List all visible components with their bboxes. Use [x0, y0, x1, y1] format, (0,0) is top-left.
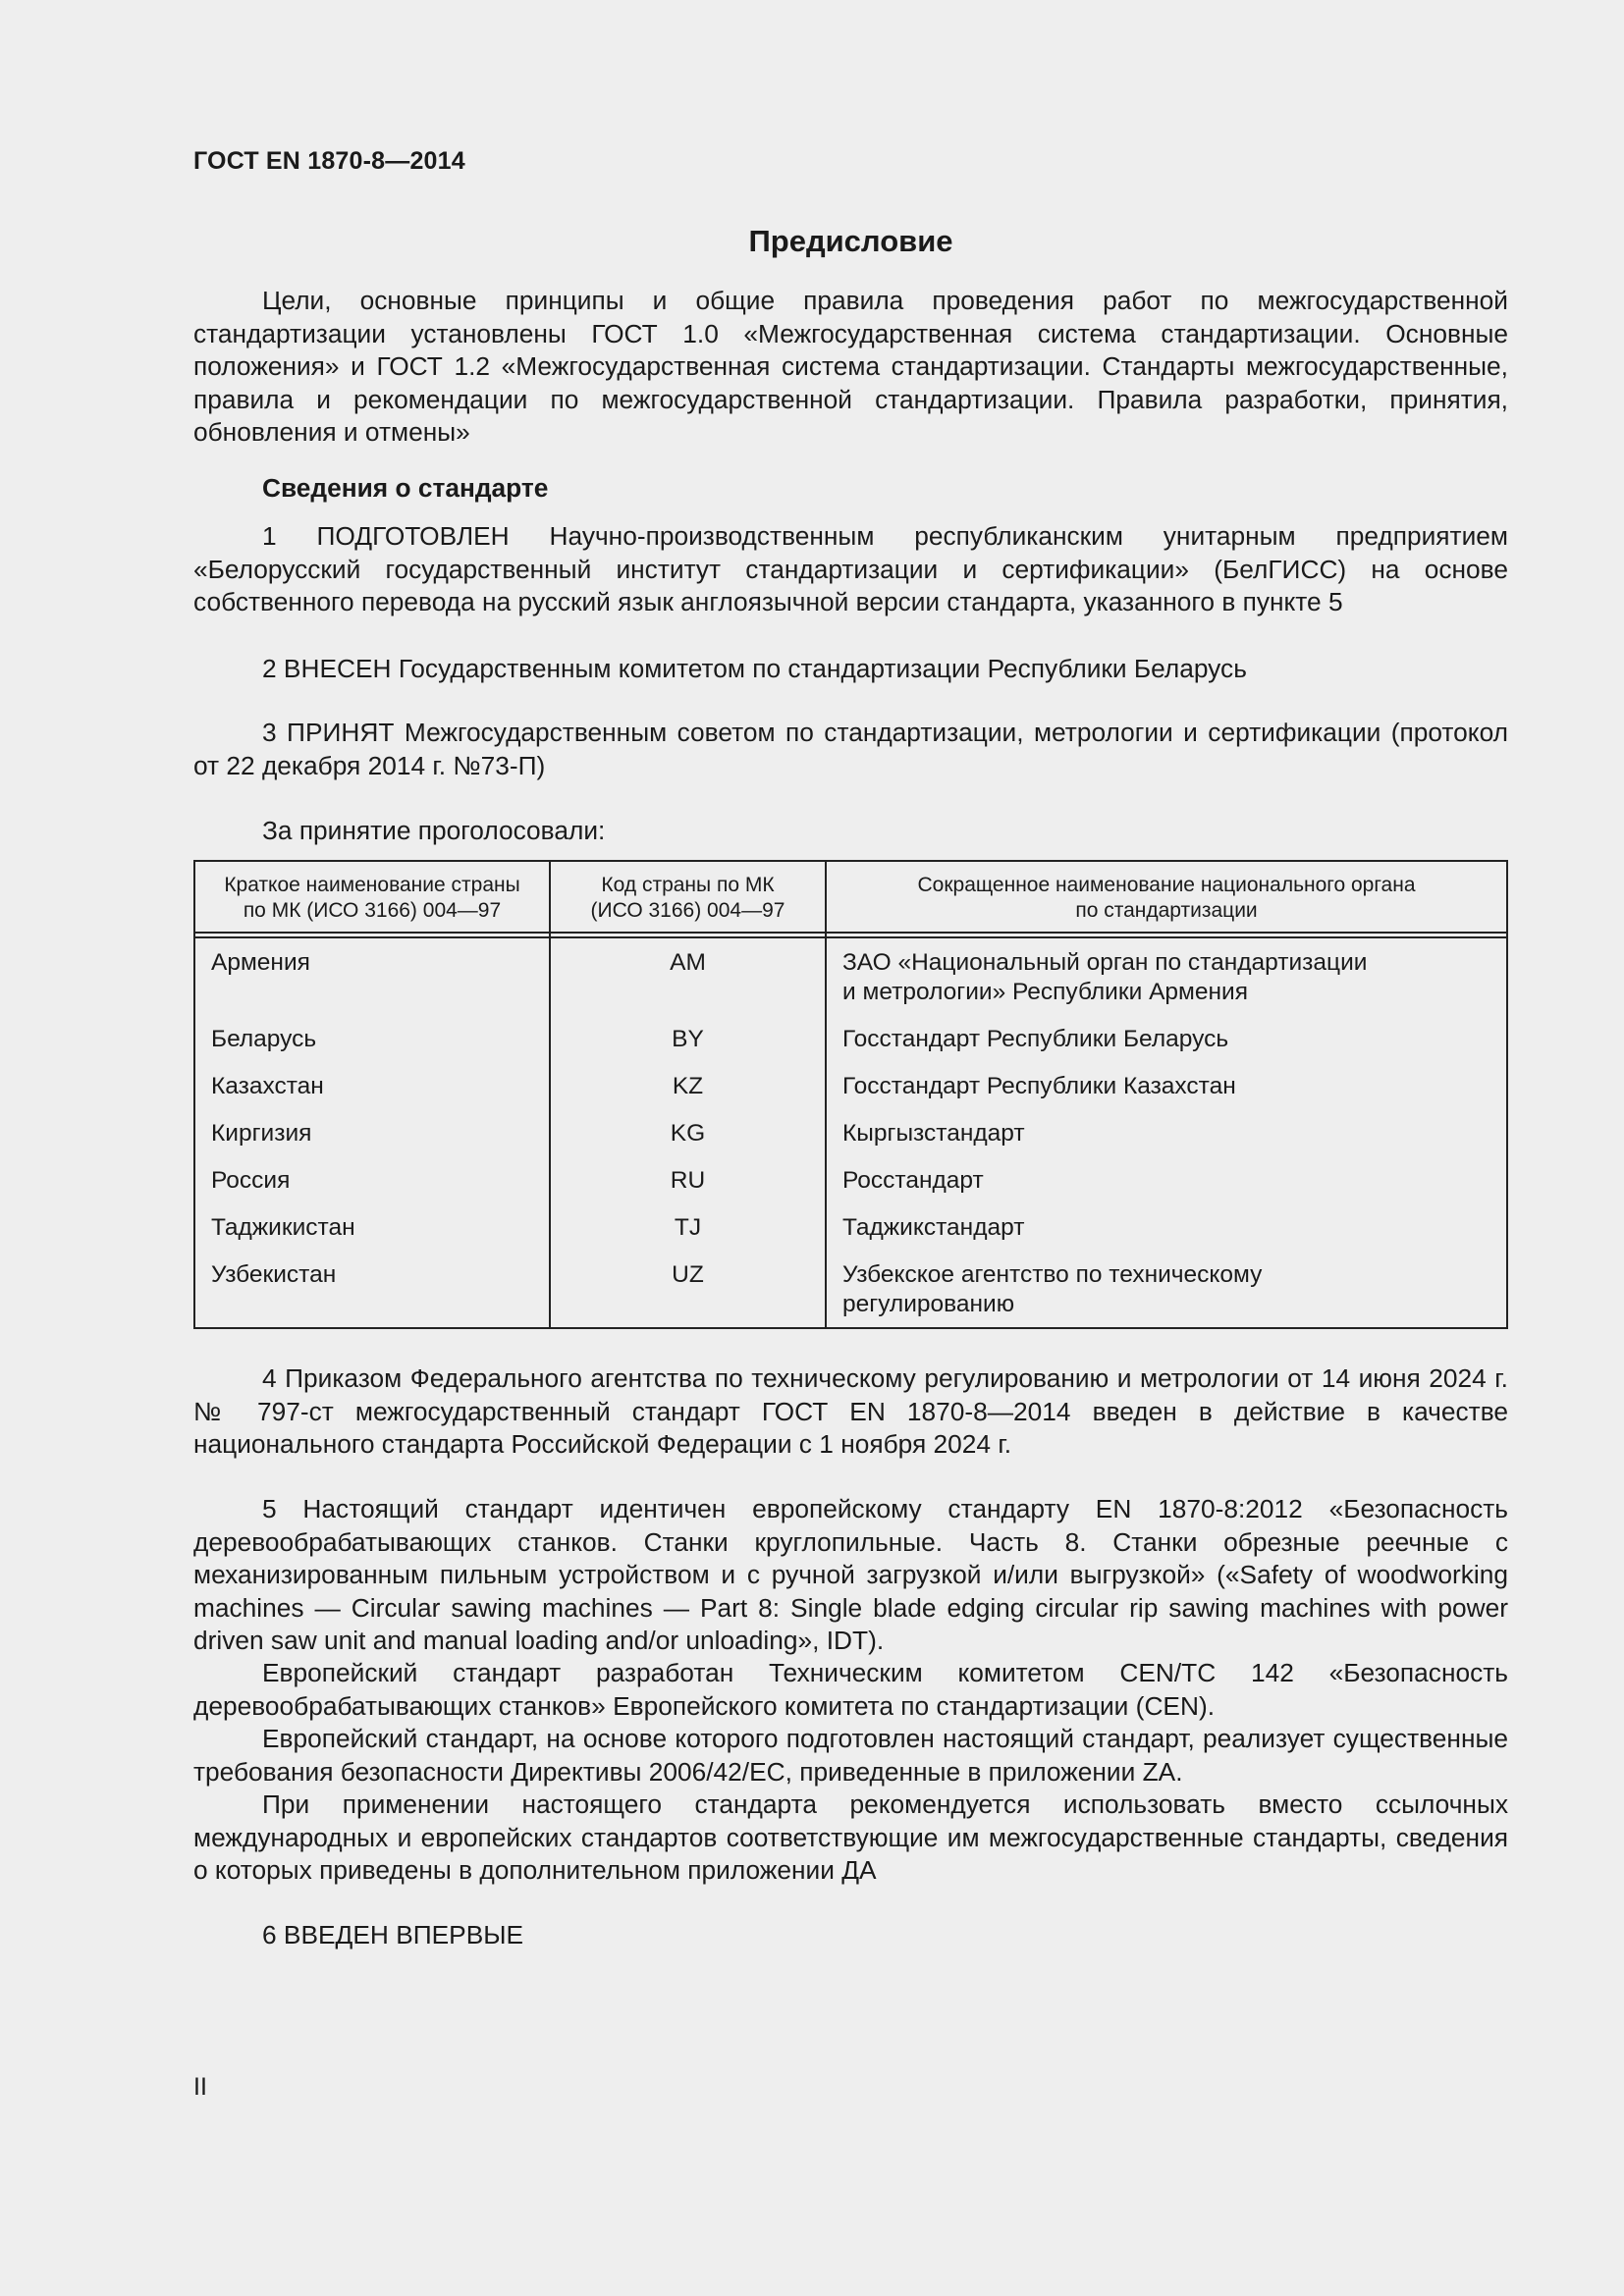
item-5-paragraph-4: При применении настоящего стандарта рекомендуется использовать вместо ссылочных международных и европейских стандартов соответствующие им межгосударственные стандарты, сведения о которых приведены в дополнительном приложении ДА [193, 1789, 1508, 1885]
table-row [194, 1252, 1507, 1328]
table-row [194, 937, 1507, 1016]
table-row [194, 1157, 1507, 1204]
table-cell-authority: Узбекское агентство по техническому регулированию [826, 1252, 1507, 1328]
item-5-paragraph: 5 Настоящий стандарт идентичен европейскому стандарту EN 1870-8:2012 «Безопасность деревообрабатывающих станков. Станки круглопильные. Часть 8. Станки обрезные реечные с механизированным пильным устройством и с ручной загрузкой и/или выгрузкой» («Safety of woodworking machines — Circular sawing machines — Part 8: Single blade edging circular rip sawing machines with power driven saw unit and manual loading and/or unloading», IDT). [193, 1494, 1508, 1655]
section-heading: Сведения о стандарте [262, 473, 549, 503]
table-cell-code: TJ [550, 1204, 826, 1252]
item-5-paragraph-3: Европейский стандарт, на основе которого подготовлен настоящий стандарт, реализует существенные требования безопасности Директивы 2006/42/EC, приведенные в приложении ZA. [193, 1724, 1508, 1787]
page-number: II [193, 2073, 207, 2101]
item-4-paragraph: 4 Приказом Федерального агентства по техническому регулированию и метрологии от 14 июня 2024 г. № 797-ст межгосударственный стандарт ГОСТ EN 1870-8—2014 введен в действие в качестве национального стандарта Российской Федерации с 1 ноября 2024 г. [193, 1363, 1508, 1459]
table-cell-country: Казахстан [194, 1063, 550, 1110]
item-3-paragraph: 3 ПРИНЯТ Межгосударственным советом по стандартизации, метрологии и сертификации (протокол от 22 декабря 2014 г. №73-П) [193, 718, 1508, 780]
item-6-paragraph: 6 ВВЕДЕН ВПЕРВЫЕ [262, 1920, 524, 1949]
intro-paragraph: Цели, основные принципы и общие правила проведения работ по межгосударственной стандартизации установлены ГОСТ 1.0 «Межгосударственная система стандартизации. Основные положения» и ГОСТ 1.2 «Межгосударственная система стандартизации. Стандарты межгосударственные, правила и рекомендации по межгосударственной стандартизации. Правила разработки, принятия, обновления и отмены» [193, 286, 1508, 447]
table-cell-authority: ЗАО «Национальный орган по стандартизации и метрологии» Республики Армения [826, 937, 1507, 1016]
table-row [194, 1110, 1507, 1157]
table-cell-country: Армения [194, 937, 550, 1016]
table-cell-authority: Госстандарт Республики Казахстан [826, 1063, 1507, 1110]
table-row [194, 1204, 1507, 1252]
table-cell-country: Таджикистан [194, 1204, 550, 1252]
table-cell-code: KZ [550, 1063, 826, 1110]
table-cell-code: RU [550, 1157, 826, 1204]
table-cell-authority: Кыргызстандарт [826, 1110, 1507, 1157]
item-1-paragraph: 1 ПОДГОТОВЛЕН Научно-производственным республиканским унитарным предприятием «Белорусский государственный институт стандартизации и сертификации» (БелГИСС) на основе собственного перевода на русский язык англоязычной версии стандарта, указанного в пункте 5 [193, 521, 1508, 616]
table-header-row [194, 861, 1507, 933]
table-header-country: Краткое наименование страны по МК (ИСО 3166) 004—97 [194, 861, 550, 933]
voting-countries-table [193, 860, 1508, 1329]
table-cell-country: Узбекистан [194, 1252, 550, 1328]
table-cell-authority: Росстандарт [826, 1157, 1507, 1204]
table-header-code: Код страны по МК (ИСО 3166) 004—97 [550, 861, 826, 933]
table-cell-code: KG [550, 1110, 826, 1157]
table-cell-code: AM [550, 937, 826, 1016]
table-row [194, 1016, 1507, 1063]
table-row [194, 1063, 1507, 1110]
table-cell-code: BY [550, 1016, 826, 1063]
table-cell-authority: Госстандарт Республики Беларусь [826, 1016, 1507, 1063]
table-cell-country: Киргизия [194, 1110, 550, 1157]
page-title: Предисловие [748, 224, 953, 258]
vote-intro: За принятие проголосовали: [262, 816, 606, 845]
item-5-paragraph-2: Европейский стандарт разработан Техническим комитетом CEN/TC 142 «Безопасность деревообрабатывающих станков» Европейского комитета по стандартизации (CEN). [193, 1658, 1508, 1721]
table-header-authority: Сокращенное наименование национального органа по стандартизации [826, 861, 1507, 933]
table-cell-code: UZ [550, 1252, 826, 1328]
item-2-paragraph: 2 ВНЕСЕН Государственным комитетом по стандартизации Республики Беларусь [262, 654, 1247, 683]
table-cell-country: Беларусь [194, 1016, 550, 1063]
document-code-header: ГОСТ EN 1870-8—2014 [193, 147, 465, 175]
table-cell-authority: Таджикстандарт [826, 1204, 1507, 1252]
table-cell-country: Россия [194, 1157, 550, 1204]
